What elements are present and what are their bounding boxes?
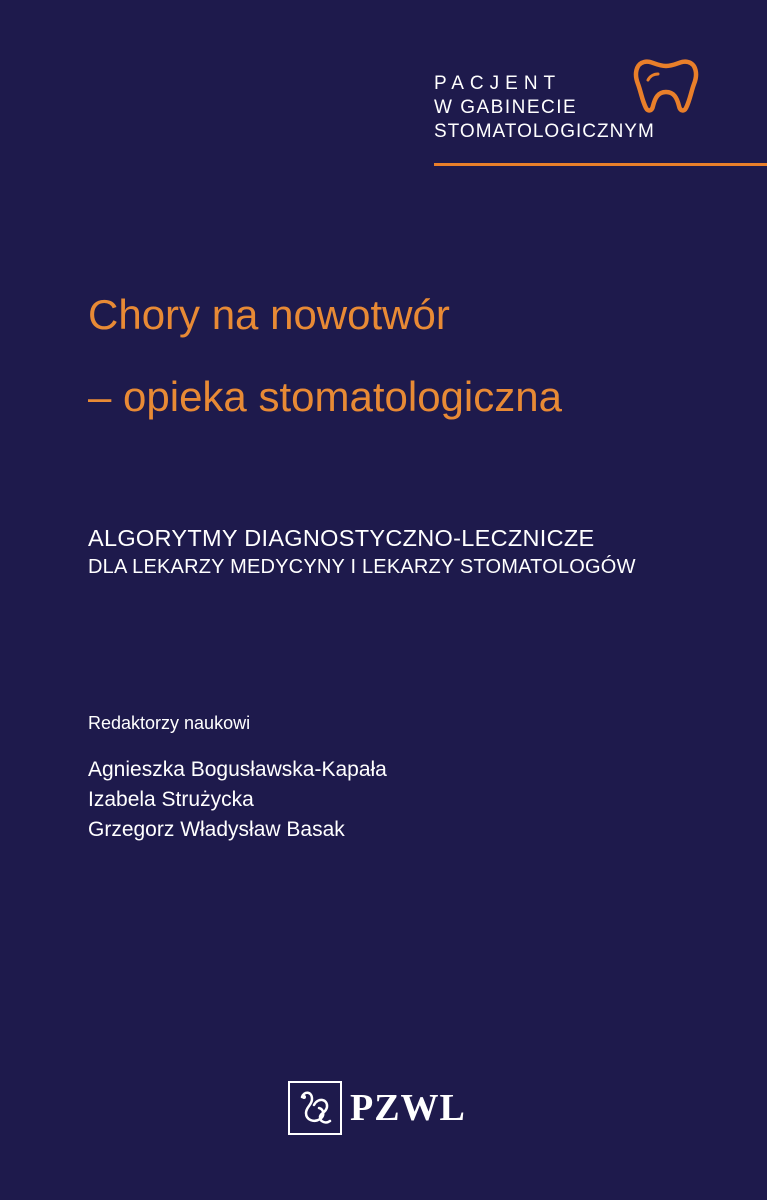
editors-label: Redaktorzy naukowi (88, 713, 251, 733)
tooth-icon (632, 56, 700, 114)
publisher-name: PZWL (350, 1087, 466, 1129)
series-line-3: STOMATOLOGICZNYM (434, 121, 655, 142)
subtitle-line-2: DLA LEKARZY MEDYCYNY I LEKARZY STOMATOLOGÓW (88, 556, 636, 578)
editor-name: Agnieszka Bogusławska-Kapała (88, 758, 387, 781)
publisher-logo (288, 1081, 466, 1135)
series-name (434, 72, 655, 144)
editors-list (88, 755, 387, 845)
title-line-1: Chory na nowotwór (88, 291, 450, 338)
editor-name: Grzegorz Władysław Basak (88, 818, 345, 841)
book-title (88, 292, 562, 420)
series-line-2: W GABINECIE (434, 97, 578, 118)
pzwl-logo-icon (288, 1081, 342, 1135)
title-line-2: – opieka stomatologiczna (88, 373, 562, 420)
subtitle-line-1: ALGORYTMY DIAGNOSTYCZNO-LECZNICZE (88, 525, 595, 551)
series-line-1: PACJENT (434, 73, 562, 94)
series-divider (434, 163, 767, 166)
editor-name: Izabela Strużycka (88, 788, 254, 811)
